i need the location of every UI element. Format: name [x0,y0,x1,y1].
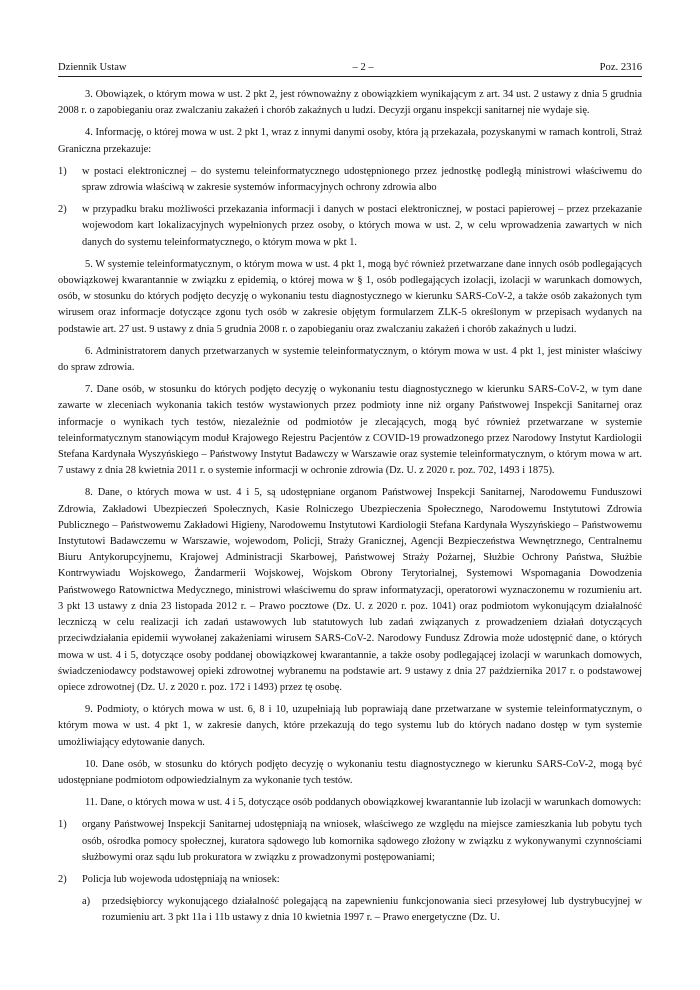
page-header [58,62,642,77]
list-item [58,817,642,866]
list-item [58,164,642,196]
paragraph-3: 3. Obowiązek, o którym mowa w ust. 2 pkt 2, jest równoważny z obowiązkiem wynikającym z art. 34 ust. 2 ustawy z dnia 5 grudnia 2008 r. o zapobieganiu oraz zwalczaniu zakażeń i chorób zakaźnych u ludzi. Decyzji organu inspekcji sanitarnej nie wydaje się. [58,89,642,117]
paragraph-7: 7. Dane osób, w stosunku do których podjęto decyzję o wykonaniu testu diagnostycznego w kierunku SARS-CoV-2, w tym dane zawarte w zleceniach wykonania takich testów wystawionych przez podmioty inne niż organy Państwowej Inspekcji Sanitarnej oraz informacje o wynikach tych testów, niezależnie od podmiotów je zlecających, mogą być również przetwarzane w systemie teleinformatycznym stanowiącym moduł Krajowego Rejestru Pacjentów z COVID-19 prowadzonego przez Narodowy Instytut Kardiologii Stefana Kardynała Wyszyńskiego – Państwowy Instytut Badawczy w Warszawie oraz systemie teleinformatycznym, o którym mowa w art. 7 ustawy z dnia 28 kwietnia 2011 r. o systemie informacji w ochronie zdrowia (Dz. U. z 2020 r. poz. 702, 1493 i 1875). [58,384,642,477]
paragraph-4: 4. Informację, o której mowa w ust. 2 pkt 1, wraz z innymi danymi osoby, która ją przekazała, pozyskanymi w ramach kontroli, Straż Graniczna przekazuje: [58,127,642,155]
sub-list-item-text: przedsiębiorcy wykonującego działalność polegającą na zapewnieniu funkcjonowania sieci przesyłowej lub dystrybucyjnej w rozumieniu art. 3 pkt 11a i 11b ustawy z dnia 10 kwietnia 1997 r. – Prawo energetyczne (Dz. U. [102,896,642,924]
list-item-number: 1) [58,819,67,831]
sub-list-item-letter: a) [82,896,91,908]
list-item [58,872,642,888]
position-number: Poz. 2316 [599,62,642,73]
list-item-number: 2) [58,204,67,216]
list-item-text: w przypadku braku możliwości przekazania informacji i danych w postaci elektronicznej, w postaci papierowej – przez przekazanie wojewodom kart lokalizacyjnych wypełnionych przez osoby, o których mowa w ust. 2, w celu wprowadzenia zawartych w nich danych do systemu teleinformatycznego, o którym mowa w pkt 1. [82,204,642,248]
paragraph-11: 11. Dane, o których mowa w ust. 4 i 5, dotyczące osób poddanych obowiązkowej kwarantannie lub izolacji w warunkach domowych: [85,797,642,809]
list-item-number: 1) [58,165,67,177]
list-item [58,202,642,251]
paragraph-9: 9. Podmioty, o których mowa w ust. 6, 8 i 10, uzupełniają lub poprawiają dane przetwarzane w systemie teleinformatycznym, o którym mowa w ust. 4 pkt 1, w zakresie danych, które przekazują do tego systemu lub do których nadano dostęp w tym systemie umożliwiający edytowanie danych. [58,704,642,748]
paragraph-5: 5. W systemie teleinformatycznym, o którym mowa w ust. 4 pkt 1, mogą być również przetwarzane dane innych osób podlegających obowiązkowej kwarantannie w związku z epidemią, o której mowa w § 1, osób podlegających izolacji, izolacji w warunkach domowych, osób, w stosunku do których podjęto decyzję o wykonaniu testu diagnostycznego w kierunku SARS-CoV-2, a także osób zakażonych tym wirusem oraz informacje dotyczące zgonu tych osób w zakresie objętym formularzem ZLK-5 określonym w przepisach wydanych na podstawie art. 27 ust. 9 ustawy z dnia 5 grudnia 2008 r. o zapobieganiu oraz zwalczaniu zakażeń i chorób zakaźnych u ludzi. [58,258,642,335]
list-item-text: organy Państwowej Inspekcji Sanitarnej udostępniają na wniosek, właściwego ze względu na miejsce zamieszkania lub pobytu tych osób, ośrodka pomocy społecznej, kuratora sądowego lub komornika sądowego złożony w związku z wykonywanymi czynnościami służbowymi oraz sądu lub prokuratora w związku z prowadzonymi postępowaniami; [82,819,642,863]
journal-name: Dziennik Ustaw [58,62,127,73]
list-item-text: Policja lub wojewoda udostępniają na wniosek: [82,873,280,885]
page-number: – 2 – [352,62,374,73]
paragraph-8: 8. Dane, o których mowa w ust. 4 i 5, są udostępniane organom Państwowej Inspekcji Sanitarnej, Narodowemu Funduszowi Zdrowia, Zakładowi Ubezpieczeń Społecznych, Kasie Rolniczego Ubezpieczenia Społecznego, Narodowemu Instytutowi Zdrowia Publicznego – Państwowemu Zakładowi Higieny, Narodowemu Instytutowi Kardiologii Stefana Kardynała Wyszyńskiego – Państwowemu Instytutowi Badawczemu w Warszawie, wojewodom, Policji, Straży Granicznej, Agencji Bezpieczeństwa Wewnętrznego, Centralnemu Biuru Antykorupcyjnemu, Krajowej Administracji Skarbowej, Państwowej Straży Pożarnej, Służbie Ochrony Państwa, Służbie Kontrwywiadu Wojskowego, Żandarmerii Wojskowej, Wojskom Obrony Terytorialnej, Systemowi Wspomagania Dowodzenia Państwowego Ratownictwa Medycznego, ministrowi właściwemu do spraw informatyzacji, operatorowi wyznaczonemu w rozumieniu art. 3 pkt 13 ustawy z dnia 23 listopada 2012 r. – Prawo pocztowe (Dz. U. z 2020 r. poz. 1041) oraz podmiotom wykonującym działalność leczniczą w celu realizacji ich zadań ustawowych lub statutowych lub zadań związanych z prowadzeniem działań dotyczących przeciwdziałania epidemii wywołanej zakażeniami wirusem SARS-CoV-2. Narodowy Fundusz Zdrowia może udostępnić dane, o których mowa w ust. 4 i 5, dotyczące osoby poddanej obowiązkowej kwarantannie, a także osoby podlegającej izolacji w warunkach domowych, świadczeniodawcy podstawowej opieki zdrowotnej wybranemu na podstawie art. 9 ustawy z dnia 27 października 2017 r. o podstawowej opiece zdrowotnej (Dz. U. z 2020 r. poz. 172 i 1493) przez tę osobę. [58,487,642,693]
sub-list-item [82,894,642,926]
list-item-number: 2) [58,873,67,885]
paragraph-6: 6. Administratorem danych przetwarzanych w systemie teleinformatycznym, o którym mowa w ust. 4 pkt 1, jest minister właściwy do spraw zdrowia. [58,345,642,374]
list-item-text: w postaci elektronicznej – do systemu teleinformatycznego udostępnionego przez jednostkę podległą ministrowi właściwemu do spraw zdrowia właściwą w zakresie systemów informacyjnych ochrony zdrowia albo [82,165,642,194]
paragraph-10: 10. Dane osób, w stosunku do których podjęto decyzję o wykonaniu testu diagnostycznego w kierunku SARS-CoV-2, mogą być udostępniane podmiotom odpowiedzialnym za wykonanie tych testów. [58,758,642,786]
